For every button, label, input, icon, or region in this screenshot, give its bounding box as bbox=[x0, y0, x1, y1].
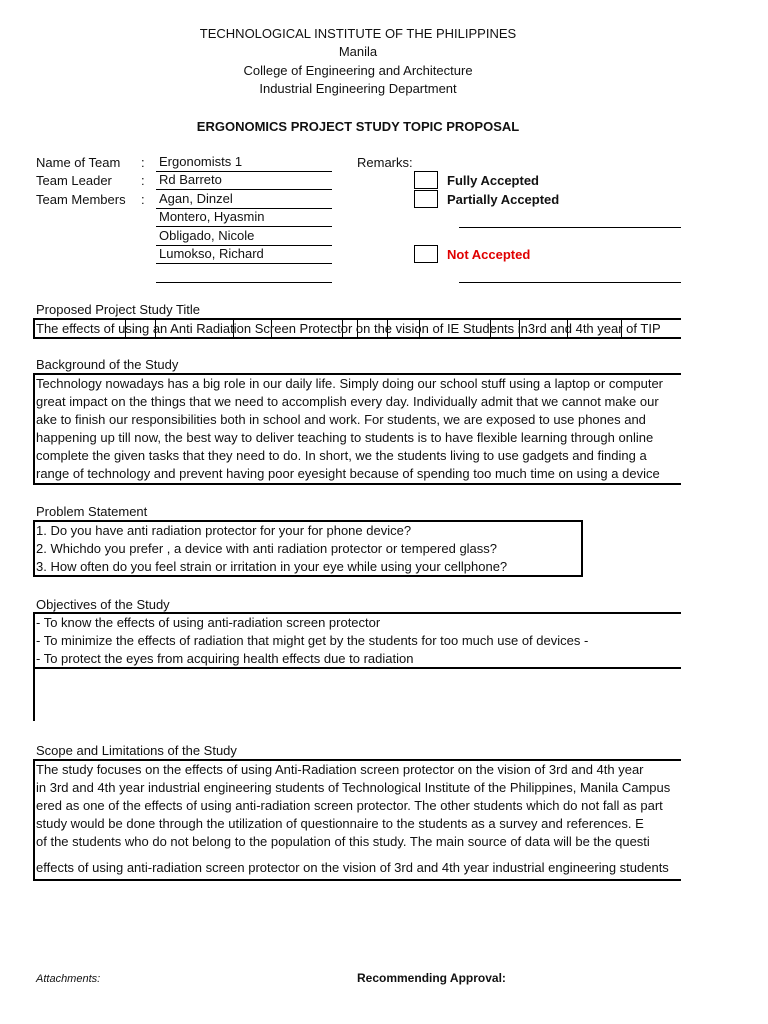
background-box[interactable] bbox=[33, 373, 681, 485]
partially-accepted-checkbox[interactable] bbox=[414, 190, 438, 208]
background-line: Technology nowadays has a big role in our daily life. Simply doing our school stuff using a laptop or computer bbox=[36, 376, 664, 391]
background-line: great impact on the things that we need to accomplish every day. Individually admit that we cannot make our bbox=[36, 394, 659, 409]
objectives-extension bbox=[33, 669, 35, 721]
member-value: Obligado, Nicole bbox=[159, 228, 255, 243]
team-name-value: Ergonomists 1 bbox=[159, 154, 243, 169]
problem-label: Problem Statement bbox=[36, 504, 148, 519]
remarks-label: Remarks: bbox=[357, 155, 413, 170]
scope-label: Scope and Limitations of the Study bbox=[36, 743, 237, 758]
not-accepted-label: Not Accepted bbox=[447, 247, 531, 262]
recommending-approval-label: Recommending Approval: bbox=[357, 971, 506, 985]
colon: : bbox=[141, 173, 145, 188]
fully-accepted-checkbox[interactable] bbox=[414, 171, 438, 189]
member-field-4[interactable] bbox=[156, 246, 332, 264]
background-label: Background of the Study bbox=[36, 357, 179, 372]
scope-line: of the students who do not belong to the population of this study. The main source of data will be the questi bbox=[36, 834, 650, 849]
proposed-title-box[interactable] bbox=[33, 318, 681, 339]
team-leader-value: Rd Barreto bbox=[159, 172, 222, 187]
scope-line: in 3rd and 4th year industrial engineering students of Technological Institute of the Philippines, Manila Campus bbox=[36, 780, 671, 795]
member-field-1[interactable] bbox=[156, 191, 332, 209]
objectives-label: Objectives of the Study bbox=[36, 597, 170, 612]
problem-box[interactable] bbox=[33, 520, 583, 577]
scope-box[interactable] bbox=[33, 759, 681, 881]
problem-item: 2. Whichdo you prefer , a device with anti radiation protector or tempered glass? bbox=[36, 541, 498, 556]
remarks-line bbox=[459, 227, 681, 228]
member-value: Montero, Hyasmin bbox=[159, 209, 265, 224]
problem-item: 3. How often do you feel strain or irritation in your eye while using your cellphone? bbox=[36, 559, 508, 574]
member-field-2[interactable] bbox=[156, 209, 332, 227]
form-title: ERGONOMICS PROJECT STUDY TOPIC PROPOSAL bbox=[196, 119, 520, 134]
background-line: ake to finish our responsibilities both in school and work. For students, we are exposed to use phones and bbox=[36, 412, 646, 427]
objective-item: - To minimize the effects of radiation that might get by the students for too much use of devices - bbox=[36, 633, 589, 648]
background-line: complete the given tasks that they need to do. In short, we the students living to use gadgets and finding a bbox=[36, 448, 647, 463]
colon: : bbox=[141, 192, 145, 207]
team-leader-label: Team Leader bbox=[36, 173, 112, 188]
member-value: Agan, Dinzel bbox=[159, 191, 233, 206]
team-name-label: Name of Team bbox=[36, 155, 121, 170]
scope-line: The study focuses on the effects of using Anti-Radiation screen protector on the vision of 3rd and 4th year bbox=[36, 762, 644, 777]
background-line: happening up till now, the best way to deliver teaching to students is to have flexible learning through online bbox=[36, 430, 654, 445]
objective-item: - To know the effects of using anti-radiation screen protector bbox=[36, 615, 381, 630]
member-value: Lumokso, Richard bbox=[159, 246, 264, 261]
attachments-label: Attachments: bbox=[36, 973, 101, 985]
objective-item: - To protect the eyes from acquiring health effects due to radiation bbox=[36, 651, 414, 666]
member-field-3[interactable] bbox=[156, 228, 332, 246]
partially-accepted-label: Partially Accepted bbox=[447, 192, 560, 207]
institute-name: TECHNOLOGICAL INSTITUTE OF THE PHILIPPINES bbox=[199, 26, 517, 41]
department-name: Industrial Engineering Department bbox=[259, 81, 457, 96]
team-name-field[interactable] bbox=[156, 154, 332, 172]
background-line: range of technology and prevent having poor eyesight because of spending too much time on using a device bbox=[36, 466, 660, 481]
city-name: Manila bbox=[338, 44, 378, 59]
not-accepted-checkbox[interactable] bbox=[414, 245, 438, 263]
scope-line: ered as one of the effects of using anti-radiation screen protector. The other students which do not fall as part bbox=[36, 798, 663, 813]
proposed-title-text: The effects of using an Anti Radiation Screen Protector on the vision of IE Students in3rd and 4th year of TIP bbox=[36, 321, 661, 336]
team-members-label: Team Members bbox=[36, 192, 126, 207]
remarks-line bbox=[459, 282, 681, 283]
member-field-5[interactable] bbox=[156, 265, 332, 283]
scope-line: study would be done through the utilization of questionnaire to the students as a survey and references. E bbox=[36, 816, 644, 831]
colon: : bbox=[141, 155, 145, 170]
problem-item: 1. Do you have anti radiation protector for your for phone device? bbox=[36, 523, 412, 538]
team-leader-field[interactable] bbox=[156, 172, 332, 190]
scope-line: effects of using anti-radiation screen protector on the vision of 3rd and 4th year industrial engineering students bbox=[36, 860, 669, 875]
college-name: College of Engineering and Architecture bbox=[243, 63, 473, 78]
proposed-title-label: Proposed Project Study Title bbox=[36, 302, 201, 317]
objectives-box[interactable] bbox=[33, 612, 681, 669]
fully-accepted-label: Fully Accepted bbox=[447, 173, 539, 188]
